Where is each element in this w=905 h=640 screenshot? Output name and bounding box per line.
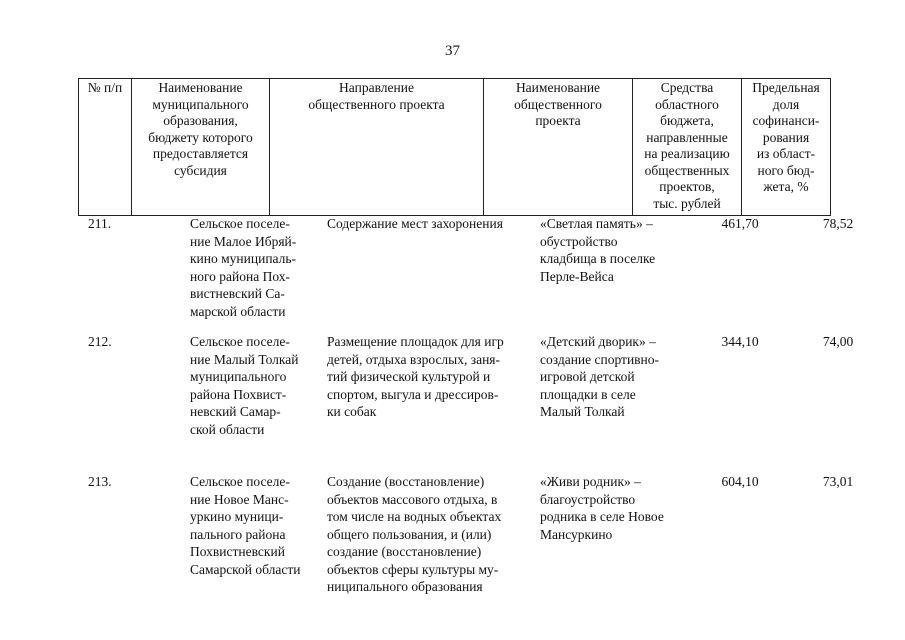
row-number: 211.	[88, 216, 112, 231]
row-project: «Детский дворик» – создание спортивно- игровой детской площадки в селе Малый Толкай	[540, 334, 660, 419]
row-budget: 604,10	[721, 474, 759, 489]
page-number: 37	[445, 43, 460, 59]
row-municipality: Сельское поселе- ние Малое Ибряй- кино муниципаль- ного района Пох- вистневский Са- марской области	[190, 216, 297, 319]
table-row	[78, 333, 882, 473]
header-project: Наименование общественного проекта	[484, 79, 633, 216]
table-row	[78, 215, 882, 333]
row-direction: Создание (восстановление) объектов массового отдыха, в том числе на водных объектах общего пользования, и (или) создание (восстановление) объектов сферы культуры му- ниципального образования	[327, 474, 502, 594]
header-direction: Направление общественного проекта	[270, 79, 484, 216]
row-number: 212.	[88, 334, 112, 349]
table-row	[78, 473, 882, 596]
row-project: «Светлая память» – обустройство кладбища в поселке Перле-Вейса	[540, 216, 656, 284]
row-share: 74,00	[822, 334, 854, 349]
row-direction: Содержание мест захоронения	[327, 216, 503, 231]
header-municipality: Наименование муниципального образования, бюджету которого предоставляется субсидия	[132, 79, 270, 216]
table-body	[78, 215, 882, 596]
row-direction: Размещение площадок для игр детей, отдыха взрослых, заня- тий физической культурой и спортом, выгула и дрессиров- ки собак	[327, 334, 504, 419]
header-share: Предельная доля софинанси- рования из област- ного бюд- жета, %	[742, 79, 831, 216]
row-municipality: Сельское поселе- ние Новое Манс- уркино муници- пального района Похвистневский Самарской области	[190, 474, 301, 577]
row-budget: 461,70	[721, 216, 759, 231]
row-budget: 344,10	[721, 334, 759, 349]
header-number: № п/п	[79, 79, 132, 216]
row-municipality: Сельское поселе- ние Малый Толкай муниципального района Похвист- невский Самар- ской области	[190, 334, 299, 437]
row-share: 73,01	[822, 474, 854, 489]
row-project: «Живи родник» – благоустройство родника в селе Новое Мансуркино	[540, 474, 664, 542]
row-number: 213.	[88, 474, 112, 489]
header-budget: Средства областного бюджета, направленные на реализацию общественных проектов, тыс. рублей	[633, 79, 742, 216]
row-share: 78,52	[822, 216, 854, 231]
table-header	[78, 78, 831, 216]
